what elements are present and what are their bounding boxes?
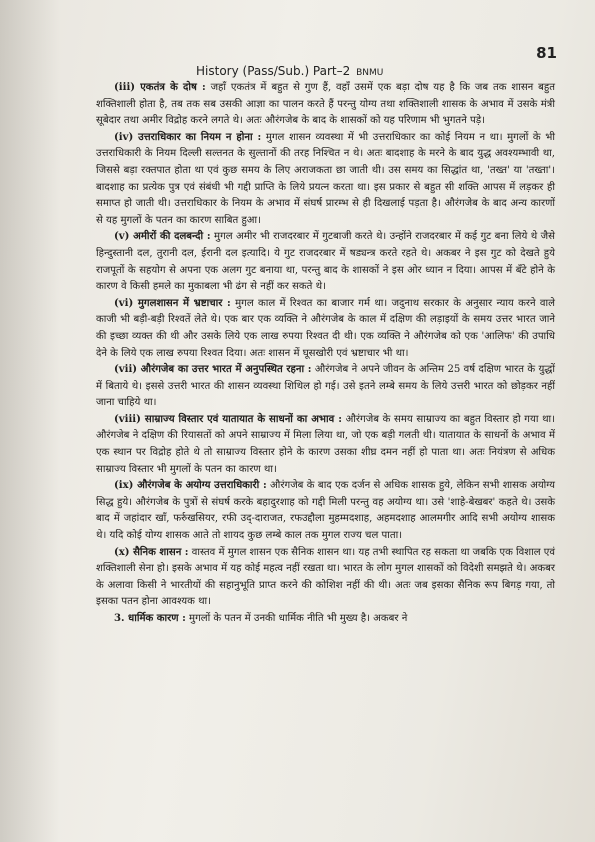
paragraph-military	[96, 545, 555, 611]
paragraph-heading: (iii) एकतंत्र के दोष :	[114, 82, 206, 93]
paragraph-heading: (viii) साम्राज्य विस्तार एवं यातायात के साधनों का अभाव :	[114, 413, 342, 425]
page-number: 81	[536, 44, 557, 62]
paragraph-absence	[96, 362, 555, 412]
header-university: BNMU	[356, 68, 384, 78]
paragraph-body: जहाँ एकतंत्र में बहुत से गुण हैं, वहाँ उसमें एक बड़ा दोष यह है कि जब तक शासन बहुत शक्तिशाली होता है, तब तक सब उसकी आज्ञा का पालन करते हैं परन्तु योग्य तथा शक्तिशाली शासक के अभाव में उसके मंत्री सूबेदार तथा अमीर विद्रोह करने लगते थे। अतः औरंगजेब के बाद के शासकों को यह परिणाम भी भुगतने पड़े।	[96, 82, 555, 127]
paragraph-heading: (vi) मुगलशासन में भ्रष्टाचार :	[114, 297, 231, 309]
paragraph-heading: (v) अमीरों की दलबन्दी :	[114, 231, 211, 243]
paragraph-heading: (ix) औरंगजेब के अयोग्य उत्तराधिकारी :	[114, 480, 267, 492]
paragraph-body: मुगलों के पतन में उनकी धार्मिक नीति भी मुख्य है। अकबर ने	[185, 613, 408, 624]
paragraph-factions	[96, 229, 555, 295]
paragraph-religious	[96, 611, 555, 628]
paragraph-body: मुगल शासन व्यवस्था में भी उत्तराधिकार का कोई नियम न था। मुगलों के भी उत्तराधिकारी के नियम दिल्ली सल्तनत के सुल्तानों की तरह निश्चित न थे। अतः बादशाह के मरने के बाद युद्ध अवश्यम्भावी था, जिससे बड़ा रक्तपात होता था एवं कुछ समय के लिए अराजकता छा जाती थी। उस समय का सिद्धांत था, 'तख्त' या 'तख्ता'। बादशाह का प्रत्येक पुत्र एवं संबंधी भी गद्दी प्राप्ति के लिये प्रयत्न करता था। इस प्रकार से बहुत सी शक्ति आपस में लड़कर ही समाप्त हो जाती थी। उत्तराधिकार के नियम के अभाव में संघर्ष प्रारम्भ से ही दिखलाई पड़ता है। औरंगजेब के बाद अन्य कारणों से यह मुगलों के पतन का कारण साबित हुआ।	[96, 131, 555, 226]
body-text	[96, 80, 555, 628]
paragraph-body: औरंगजेब के बाद एक दर्जन से अधिक शासक हुये, लेकिन सभी शासक अयोग्य सिद्ध हुये। औरंगजेब के पुत्रों से संघर्ष करके बहादुरशाह को गद्दी मिली परन्तु वह अयोग्य था। उसे 'शाहे-बेखबर' कहते थे। उसके बाद में जहांदार खाँ, फर्रुखसियर, रफी उद्-दाराजत, रफउद्दौला मुहम्मदशाह, अहमदशाह आलमगीर आदि सभी अयोग्य शासक थे। यदि कोई योग्य शासक आते तो शायद कुछ लम्बे काल तक मुगल राज्य चल पाता।	[96, 480, 555, 542]
binding-shadow	[0, 0, 60, 842]
paragraph-body: मुगल काल में रिश्वत का बाजार गर्म था। जदुनाथ सरकार के अनुसार न्याय करने वाले काजी भी बड़ी-बड़ी रिश्वतें लेते थे। एक बार एक व्यक्ति ने औरंगजेब के काल में दक्षिण की लड़ाइयों के समय उत्तर भारत जाने की इच्छा व्यक्त की थी और उसके लिये एक लाख रुपया रिश्वत दी थी। एक व्यक्ति ने औरंगजेब को एक 'आलिफ' की उपाधि देने के लिये एक लाख रुपया रिश्वत दिया। अतः शासन में घूसखोरी एवं भ्रष्टाचार भी था।	[96, 297, 555, 359]
paragraph-heading: (vii) औरंगजेब का उत्तर भारत में अनुपस्थित रहना :	[114, 364, 312, 376]
running-header	[196, 64, 383, 78]
paragraph-body: औरंगजेब ने अपने जीवन के अन्तिम 25 वर्ष दक्षिण भारत के युद्धों में बिताये थे। इससे उत्तरी भारत की शासन व्यवस्था शिथिल हो गई। उसे इतने लम्बे समय के लिये उत्तरी भारत को छोड़कर नहीं जाना चाहिये था।	[96, 364, 555, 409]
paragraph-body: वास्तव में मुगल शासन एक सैनिक शासन था। यह तभी स्थापित रह सकता था जबकि एक विशाल एवं शक्तिशाली सेना हो। इसके अभाव में यह कोई महत्व नहीं रखता था। भारत के लोग मुगल शासकों को विदेशी समझते थे। अकबर के अलावा किसी ने भारतीयों की सहानुभूति प्राप्त करने की कोशिश नहीं की थी। अतः जब इसका सैनिक रूप बिगड़ गया, तो इसका पतन होना आवश्यक था।	[96, 546, 555, 608]
paragraph-heading: (iv) उत्तराधिकार का नियम न होना :	[114, 131, 262, 143]
paragraph-ekatantra	[96, 80, 555, 130]
paragraph-heading: 3. धार्मिक कारण :	[114, 613, 186, 624]
paragraph-successors	[96, 478, 555, 544]
paragraph-expansion	[96, 412, 555, 478]
paragraph-succession	[96, 130, 555, 230]
paragraph-heading: (x) सैनिक शासन :	[114, 546, 189, 558]
paragraph-corruption	[96, 296, 555, 362]
header-title: History (Pass/Sub.) Part–2	[196, 64, 351, 78]
paragraph-body: औरंगजेब के समय साम्राज्य का बहुत विस्तार हो गया था। औरंगजेब ने दक्षिण की रियासतों को अपने साम्राज्य में मिला लिया था, जो एक बड़ी गलती थी। यातायात के साधनों के अभाव में एक स्थान पर विद्रोह होते थे तो साम्राज्य विस्तार होने के कारण उसका शीघ्र दमन नहीं हो पाता था। अतः नियंत्रण से अधिक साम्राज्य विस्तार भी मुगलों के पतन का कारण था।	[96, 413, 555, 475]
paragraph-body: मुगल अमीर भी राजदरबार में गुटबाजी करते थे। उन्होंने राजदरबार में कई गुट बना लिये थे जैसे हिन्दुस्तानी दल, तुरानी दल, ईरानी दल इत्यादि। ये गुट राजदरबार में षड्यन्त्र करते रहते थे। अकबर ने इस गुट को देखते हुये राजपूतों के सहयोग से अपना एक अलग गुट बनाया था, परन्तु बाद के शासकों ने इस ओर ध्यान न दिया। आपस में बँटे होने के कारण वे किसी हमले का मुकाबला भी ढंग से नहीं कर सकते थे।	[96, 231, 555, 293]
